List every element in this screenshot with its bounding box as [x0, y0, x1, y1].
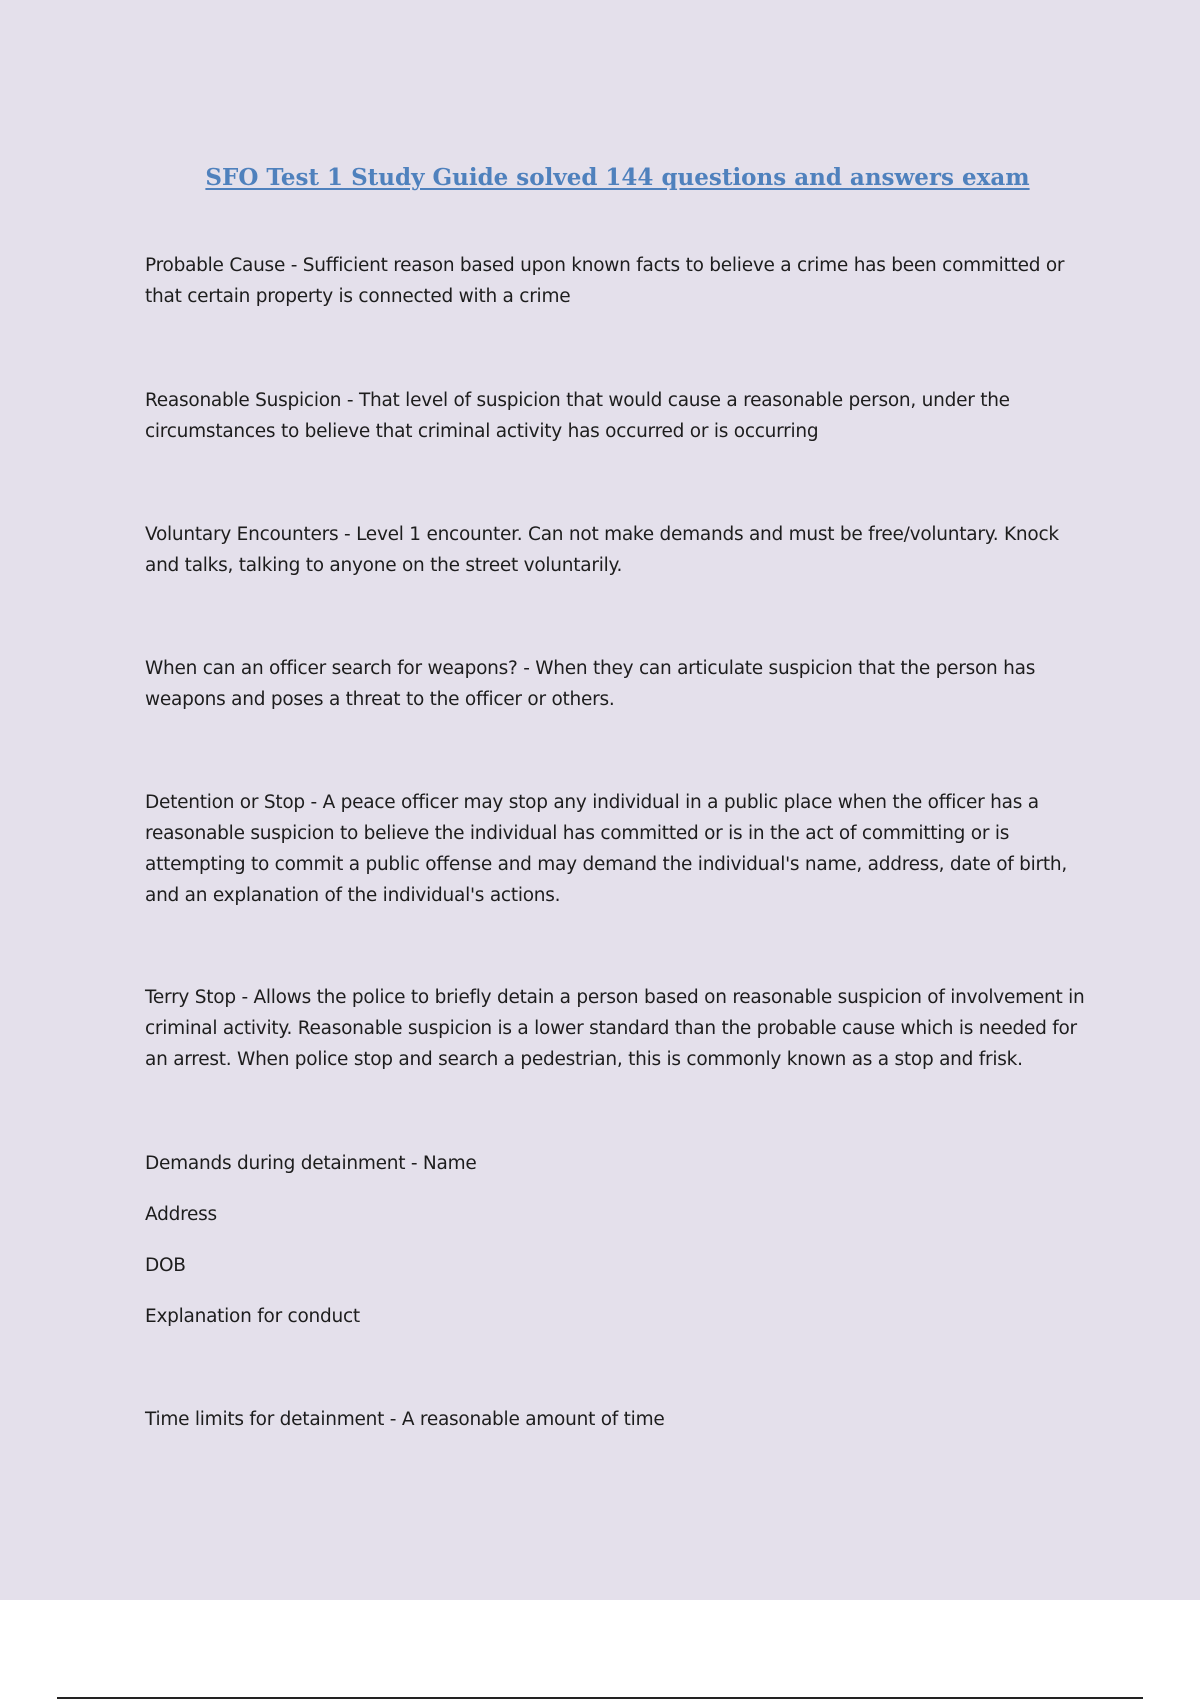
demand-item-dob: DOB — [145, 1255, 186, 1276]
entry-voluntary-encounters: Voluntary Encounters - Level 1 encounter. Can not make demands and must be free/voluntary. Knock and talks, talking to anyone on the street voluntarily. — [145, 524, 1059, 576]
demand-item-explanation: Explanation for conduct — [145, 1306, 360, 1327]
entry-reasonable-suspicion: Reasonable Suspicion - That level of suspicion that would cause a reasonable person, under the circumstances to believe that criminal activity has occurred or is occurring — [145, 390, 1010, 442]
entry-detention-or-stop: Detention or Stop - A peace officer may stop any individual in a public place when the officer has a reasonable suspicion to believe the individual has committed or is in the act of committing or is attempting to commit a public offense and may demand the individual's name, address, date of birth, and an explanation of the individual's actions. — [145, 792, 1068, 906]
document-title: SFO Test 1 Study Guide solved 144 questions and answers exam — [205, 164, 1030, 191]
entry-probable-cause: Probable Cause - Sufficient reason based upon known facts to believe a crime has been committed or that certain property is connected with a crime — [145, 255, 1065, 307]
entry-terry-stop: Terry Stop - Allows the police to briefly detain a person based on reasonable suspicion of involvement in criminal activity. Reasonable suspicion is a lower standard than the probable cause which is needed for an arrest. When police stop and search a pedestrian, this is commonly known as a stop and frisk. — [145, 987, 1085, 1070]
entry-time-limits: Time limits for detainment - A reasonable amount of time — [145, 1409, 665, 1430]
entry-demands-heading: Demands during detainment - Name — [145, 1153, 477, 1174]
footer-divider — [57, 1697, 1143, 1699]
entry-weapons-search: When can an officer search for weapons? - When they can articulate suspicion that the person has weapons and poses a threat to the officer or others. — [145, 658, 1036, 710]
demand-item-address: Address — [145, 1204, 217, 1225]
